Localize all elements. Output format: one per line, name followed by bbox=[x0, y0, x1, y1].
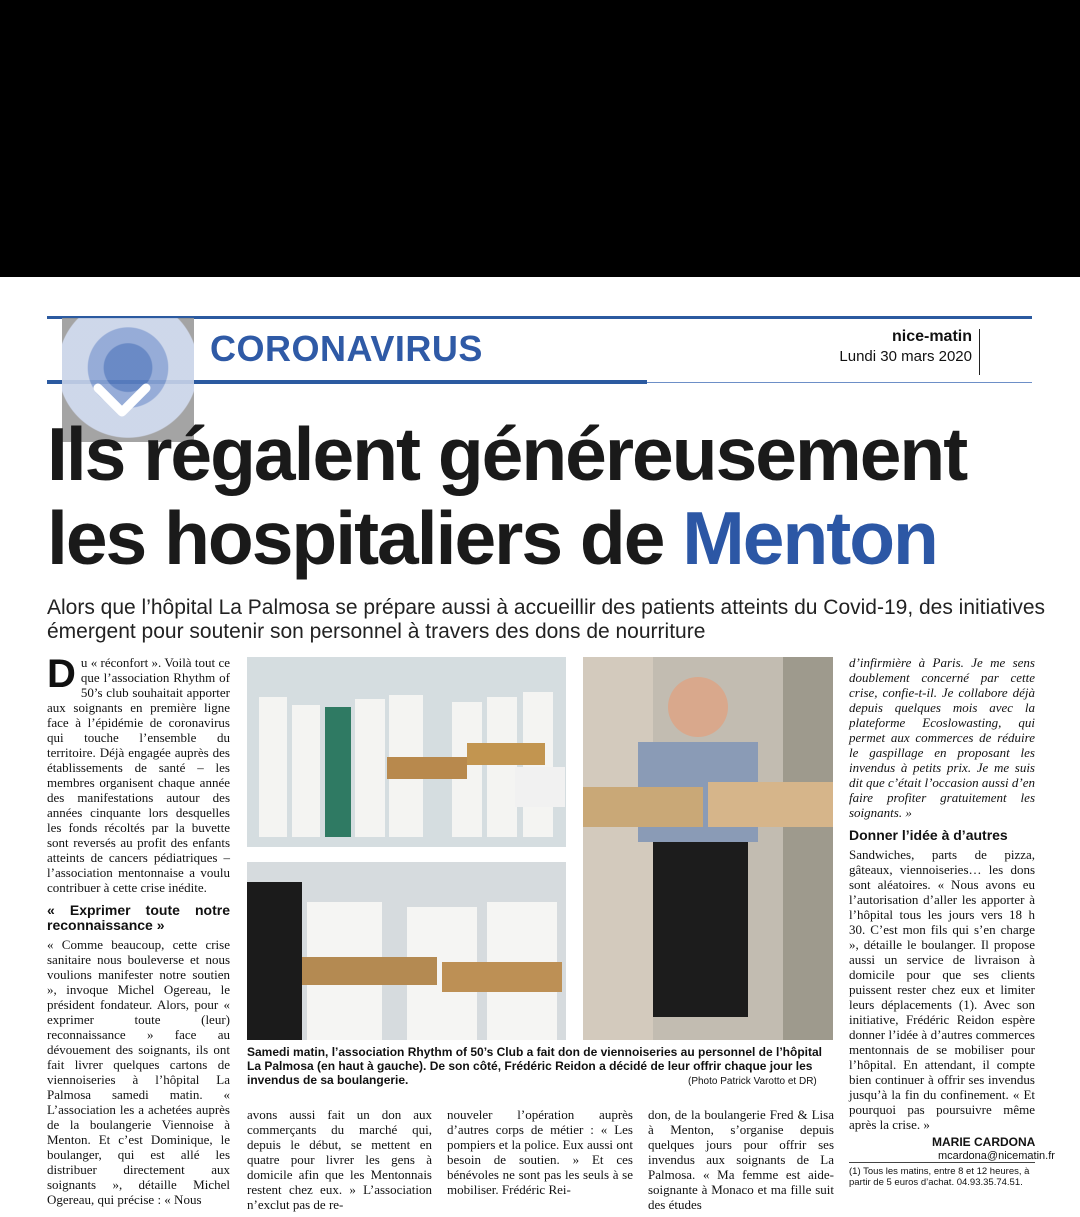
section-title: CORONAVIRUS bbox=[210, 328, 483, 369]
photo-baker bbox=[583, 657, 833, 1040]
quote-paragraph: d’infirmière à Paris. Je me sens doublement concerné par cette crise, confie-t-il. Je collabore déjà depuis quelques mois avec la plateforme Ecoslowasting, qui permet aux commerces de réduire le gaspillage en proposant les invendus à petits prix. Je me suis dit que c’était l’occasion aussi d’en faire profiter gratuitement les soignants. » bbox=[849, 655, 1035, 820]
photo-hospital-staff-1 bbox=[247, 657, 566, 847]
article-column-2: avons aussi fait un don aux commerçants du marché qui, depuis le début, se mettent en quatre pour livrer les gens à domicile afin que les Mentonnais restent chez eux. » L’association n’exclut pas de re- bbox=[247, 1107, 432, 1212]
subheadline: Alors que l’hôpital La Palmosa se prépare aussi à accueillir des patients atteints du Covid-19, des initiatives émergent pour soutenir son personnel à travers des dons de nourriture bbox=[47, 596, 1046, 643]
subtitle: « Exprimer toute notre reconnaissance » bbox=[47, 902, 230, 933]
dropcap: D bbox=[47, 652, 76, 696]
headline-city: Menton bbox=[682, 496, 937, 580]
publication-date: Lundi 30 mars 2020 bbox=[839, 348, 972, 365]
headline bbox=[47, 412, 1047, 580]
intro-paragraph bbox=[47, 652, 230, 895]
header-rule-thin bbox=[647, 382, 1032, 383]
photo-hospital-staff-2 bbox=[247, 862, 566, 1040]
divider bbox=[979, 329, 980, 375]
author-email: mcardona@nicematin.fr bbox=[938, 1150, 1055, 1162]
body-paragraph: Sandwiches, parts de pizza, gâteaux, viennoiseries… les dons sont aléatoires. « Nous avons eu l’autorisation d’aller les apporter à l’hôpital tous les jours vers 18 h 30. C’est mon fils qui s’en charge », détaille le boulanger. Il propose aussi un service de livraison à domicile pour que ses clients puissent rester chez eux et limiter leurs déplacements (1). Avec son initiative, Frédéric Reidon espère donner l’idée à d’autres commerces mentonnais de se mobiliser pour l’hôpital. En attendant, il compte bien continuer à offrir ses invendus jusqu’à la fin du confinement. « Et pourquoi pas poursuivre même après la crise. » bbox=[849, 847, 1035, 1132]
headline-line-1: Ils régalent généreusement bbox=[47, 412, 967, 496]
intro-text: u « réconfort ». Voilà tout ce que l’association Rhythm of 50’s club souhaitait apporter aux soignants en première ligne face à l’épidémie de coronavirus qui touche l’ensemble du territoire. Déjà engagée auprès des établissements de santé – les membres organisent chaque année des manifestations autour des années cinquante lors desquelles les fonds récoltés par la buvette sont reversés au profit des enfants atteints de cancers pédiatriques – l’association mentonnaise a voulu contribuer à cette crise inédite. bbox=[47, 655, 230, 895]
article-column-1 bbox=[47, 652, 230, 1207]
author-name: MARIE CARDONA bbox=[932, 1135, 1036, 1149]
photo-caption: Samedi matin, l’association Rhythm of 50’s Club a fait don de viennoiseries au personnel de l’hôpital La Palmosa (en haut à gauche). De son côté, Frédéric Reidon a décidé de leur offrir chaque jour les invendus de sa boulangerie. bbox=[247, 1045, 823, 1087]
article-column-5 bbox=[849, 655, 1035, 1135]
headline-line-2 bbox=[47, 496, 1047, 580]
headline-prefix: les hospitaliers de bbox=[47, 496, 683, 580]
photo-credit: (Photo Patrick Varotto et DR) bbox=[688, 1076, 817, 1087]
article-column-4: don, de la boulangerie Fred & Lisa à Menton, s’organise depuis quelques jours pour offrir ses invendus aux soignants de La Palmosa. « Ma femme est aide-soignante à Monaco et ma fille suit des études bbox=[648, 1107, 834, 1212]
subtitle: Donner l’idée à d’autres bbox=[849, 827, 1008, 843]
body-paragraph: « Comme beaucoup, cette crise sanitaire nous bouleverse et nous voulions manifester notre soutien », invoque Michel Ogereau, le président fondateur. Alors, pour « exprimer toute (leur) reconnaissance » face au dévouement des soignants, ils ont fait livrer quelques cartons de viennoiseries à l’hôpital La Palmosa samedi matin. « L’association les a achetées auprès de la boulangerie Viennoise à Menton. Et c’est Dominique, le boulanger, qui est allé les distribuer directement aux soignants », détaille Michel Ogereau, qui précise : « Nous bbox=[47, 937, 230, 1207]
header-rule bbox=[47, 316, 1032, 319]
newspaper-name: nice-matin bbox=[891, 328, 972, 345]
article-column-3: nouveler l’opération auprès d’autres corps de métier : « Les pompiers et la police. Eux aussi ont besoin de soutien. » Et ces bénévoles ne sont pas les seuls à se mobiliser. Frédéric Rei- bbox=[447, 1107, 633, 1197]
divider bbox=[849, 1162, 1035, 1163]
footnote: (1) Tous les matins, entre 8 et 12 heures, à partir de 5 euros d’achat. 04.93.35.74.51. bbox=[849, 1166, 1030, 1188]
